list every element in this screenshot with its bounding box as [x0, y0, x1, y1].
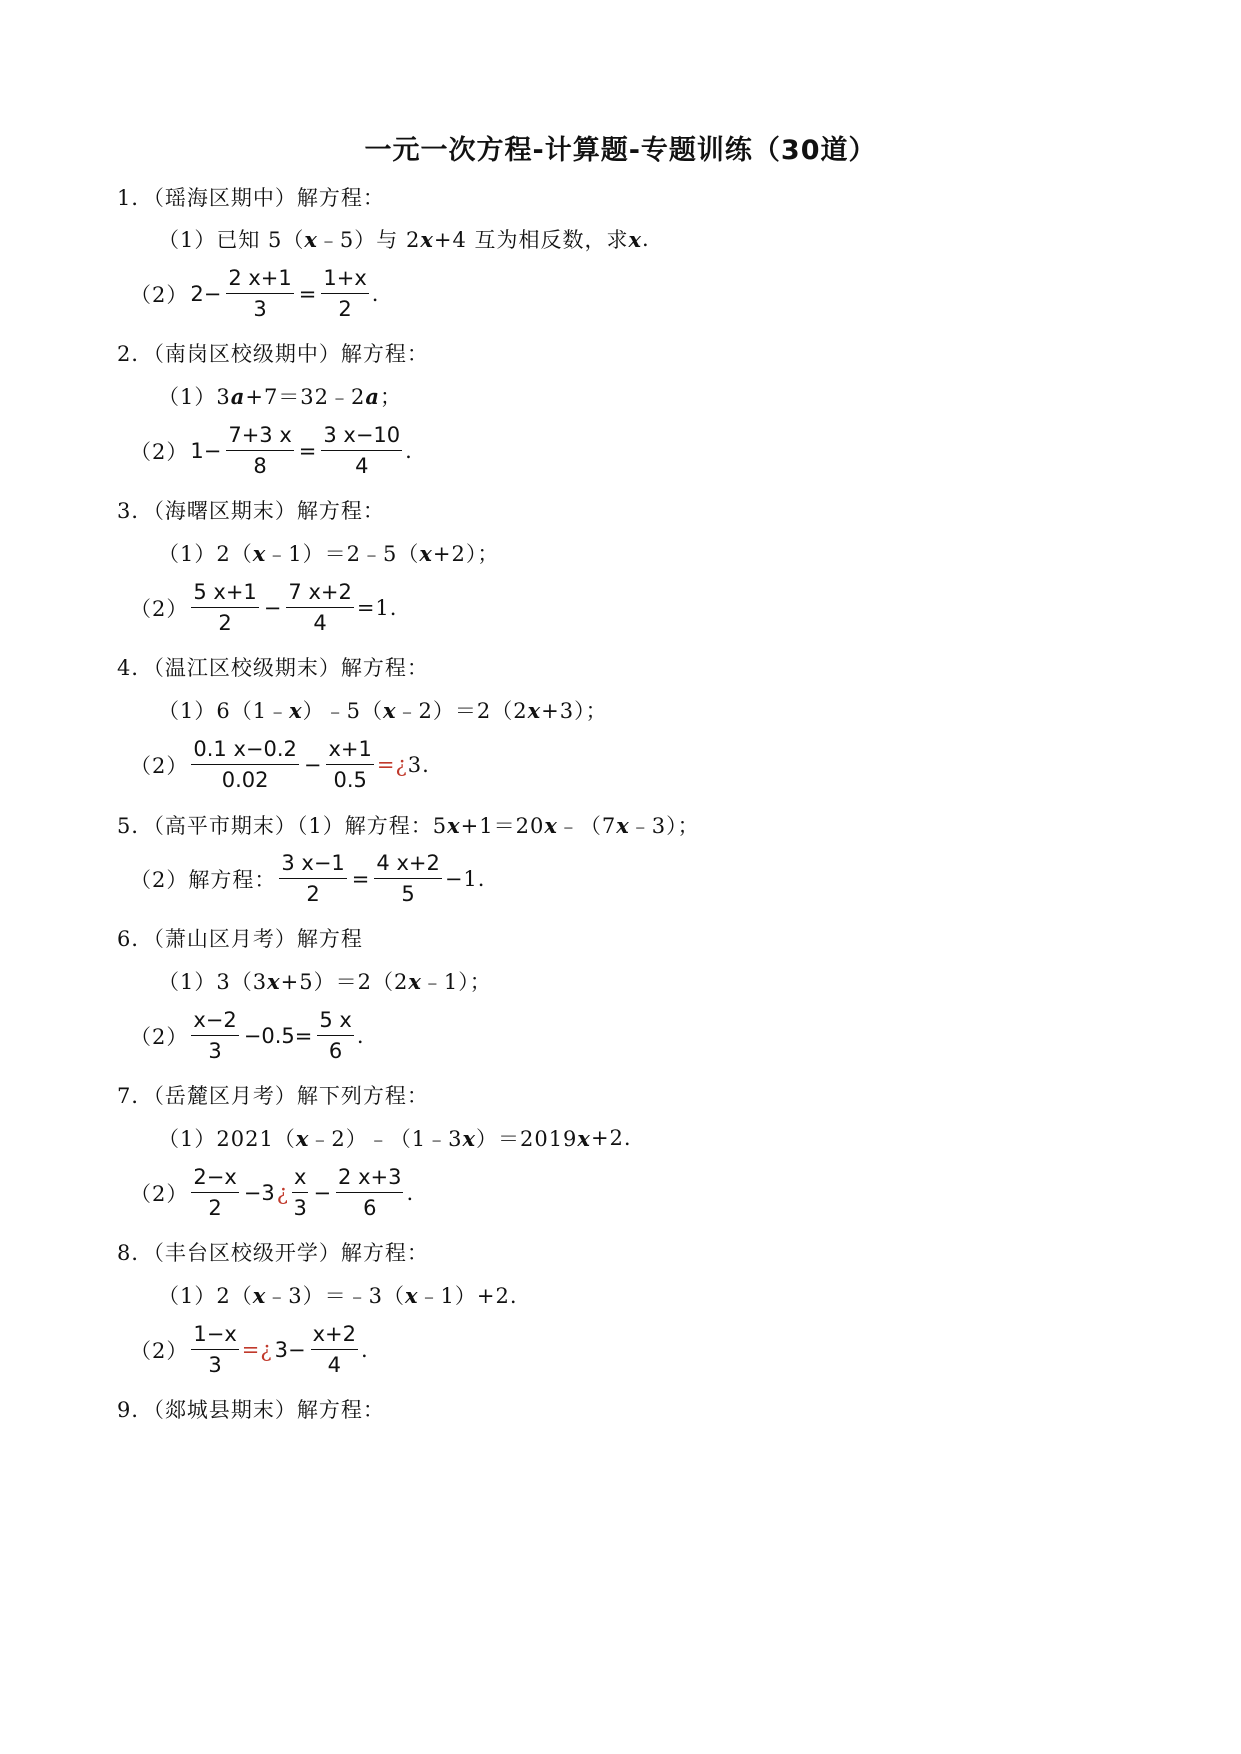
problem-8-part-2: （2） $\frac{1-x}{3}$ =¿ 3− $\frac{x+2}{4}$ .	[130, 1322, 369, 1377]
fraction: $\frac{5 x+1}{2}$	[193, 580, 257, 635]
problem-3-part-2: （2） $\frac{5 x+1}{2}$ − $\frac{7 x+2}{4}$ =1.	[130, 580, 398, 635]
fraction: $\frac{3 x-10}{4}$	[323, 423, 401, 478]
problem-3-heading: 3．（海曙区期末）解方程：	[117, 499, 385, 523]
problem-4-part-2: （2） $\frac{0.1 x-0.2}{0.02}$ − $\frac{x+1}{0.5}$ =¿ 3.	[130, 737, 430, 792]
problem-8-heading: 8．（丰台区校级开学）解方程：	[117, 1241, 429, 1265]
fraction: $\frac{7 x+2}{4}$	[288, 580, 352, 635]
fraction: $\frac{3 x-1}{2}$	[281, 851, 345, 906]
fraction: $\frac{7+3 x}{8}$	[228, 423, 292, 478]
problem-7-heading: 7．（岳麓区月考）解下列方程：	[117, 1084, 429, 1108]
problem-6-heading: 6．（萧山区月考）解方程	[117, 927, 363, 951]
fraction: $\frac{4 x+2}{5}$	[376, 851, 440, 906]
fraction: $\frac{1+x}{2}$	[323, 266, 367, 321]
fraction: $\frac{1-x}{3}$	[193, 1322, 237, 1377]
problem-6-part-1: （1）3（3 x +5）＝2（2 x ﹣1）；	[158, 968, 492, 994]
fraction: $\frac{x+1}{0.5}$	[328, 737, 372, 792]
problem-1-heading: 1．（瑶海区期中）解方程：	[117, 186, 385, 210]
problem-7-part-1: （1）2021（ x ﹣2）﹣（1﹣3 x ）＝2019 x +2.	[158, 1125, 632, 1151]
problem-5-heading: 5．（高平市期末）（1）解方程：5 x +1＝20 x ﹣（7 x ﹣3）；	[117, 812, 700, 838]
problem-9-heading: 9．（郯城县期末）解方程：	[117, 1398, 385, 1422]
fraction: $\frac{2 x+3}{6}$	[338, 1165, 402, 1220]
problem-2-heading: 2．（南岗区校级期中）解方程：	[117, 342, 429, 366]
fraction: $\frac{0.1 x-0.2}{0.02}$	[193, 737, 297, 792]
problem-4-heading: 4．（温江区校级期末）解方程：	[117, 656, 429, 680]
problem-2-part-1: （1）3 a +7＝32﹣2 a ；	[158, 383, 402, 409]
problem-3-part-1: （1）2（ x ﹣1）＝2﹣5（ x +2）；	[158, 540, 500, 566]
fraction: $\frac{x+2}{4}$	[312, 1322, 356, 1377]
page-title: 一元一次方程-计算题-专题训练（30道）	[364, 135, 877, 166]
fraction: $\frac{x}{3}$	[293, 1165, 307, 1220]
problem-8-part-1: （1）2（ x ﹣3）＝﹣3（ x ﹣1）+2.	[158, 1282, 518, 1308]
problem-4-part-1: （1）6（1﹣ x ）﹣5（ x ﹣2）＝2（2 x +3）；	[158, 697, 608, 723]
problem-5-part-2: （2）解方程： $\frac{3 x-1}{2}$ = $\frac{4 x+2}{5}$ −1.	[130, 851, 486, 906]
fraction: $\frac{2 x+1}{3}$	[228, 266, 292, 321]
problem-7-part-2: （2） $\frac{2-x}{2}$ −3 ¿ $\frac{x}{3}$ − $\frac{2 x+3}{6}$ .	[130, 1165, 415, 1220]
problem-2-part-2: （2） 1− $\frac{7+3 x}{8}$ = $\frac{3 x-10}{4}$ .	[130, 423, 413, 478]
fraction: $\frac{2-x}{2}$	[193, 1165, 237, 1220]
problem-6-part-2: （2） $\frac{x-2}{3}$ −0.5= $\frac{5 x}{6}$ .	[130, 1008, 365, 1063]
problem-1-part-2: （2） 2− $\frac{2 x+1}{3}$ = $\frac{1+x}{2}$ .	[130, 266, 380, 321]
fraction: $\frac{5 x}{6}$	[319, 1008, 352, 1063]
problem-1-part-1: （1）已知 5（ x ﹣5）与 2 x +4 互为相反数，求 x .	[158, 226, 650, 252]
fraction: $\frac{x-2}{3}$	[193, 1008, 237, 1063]
